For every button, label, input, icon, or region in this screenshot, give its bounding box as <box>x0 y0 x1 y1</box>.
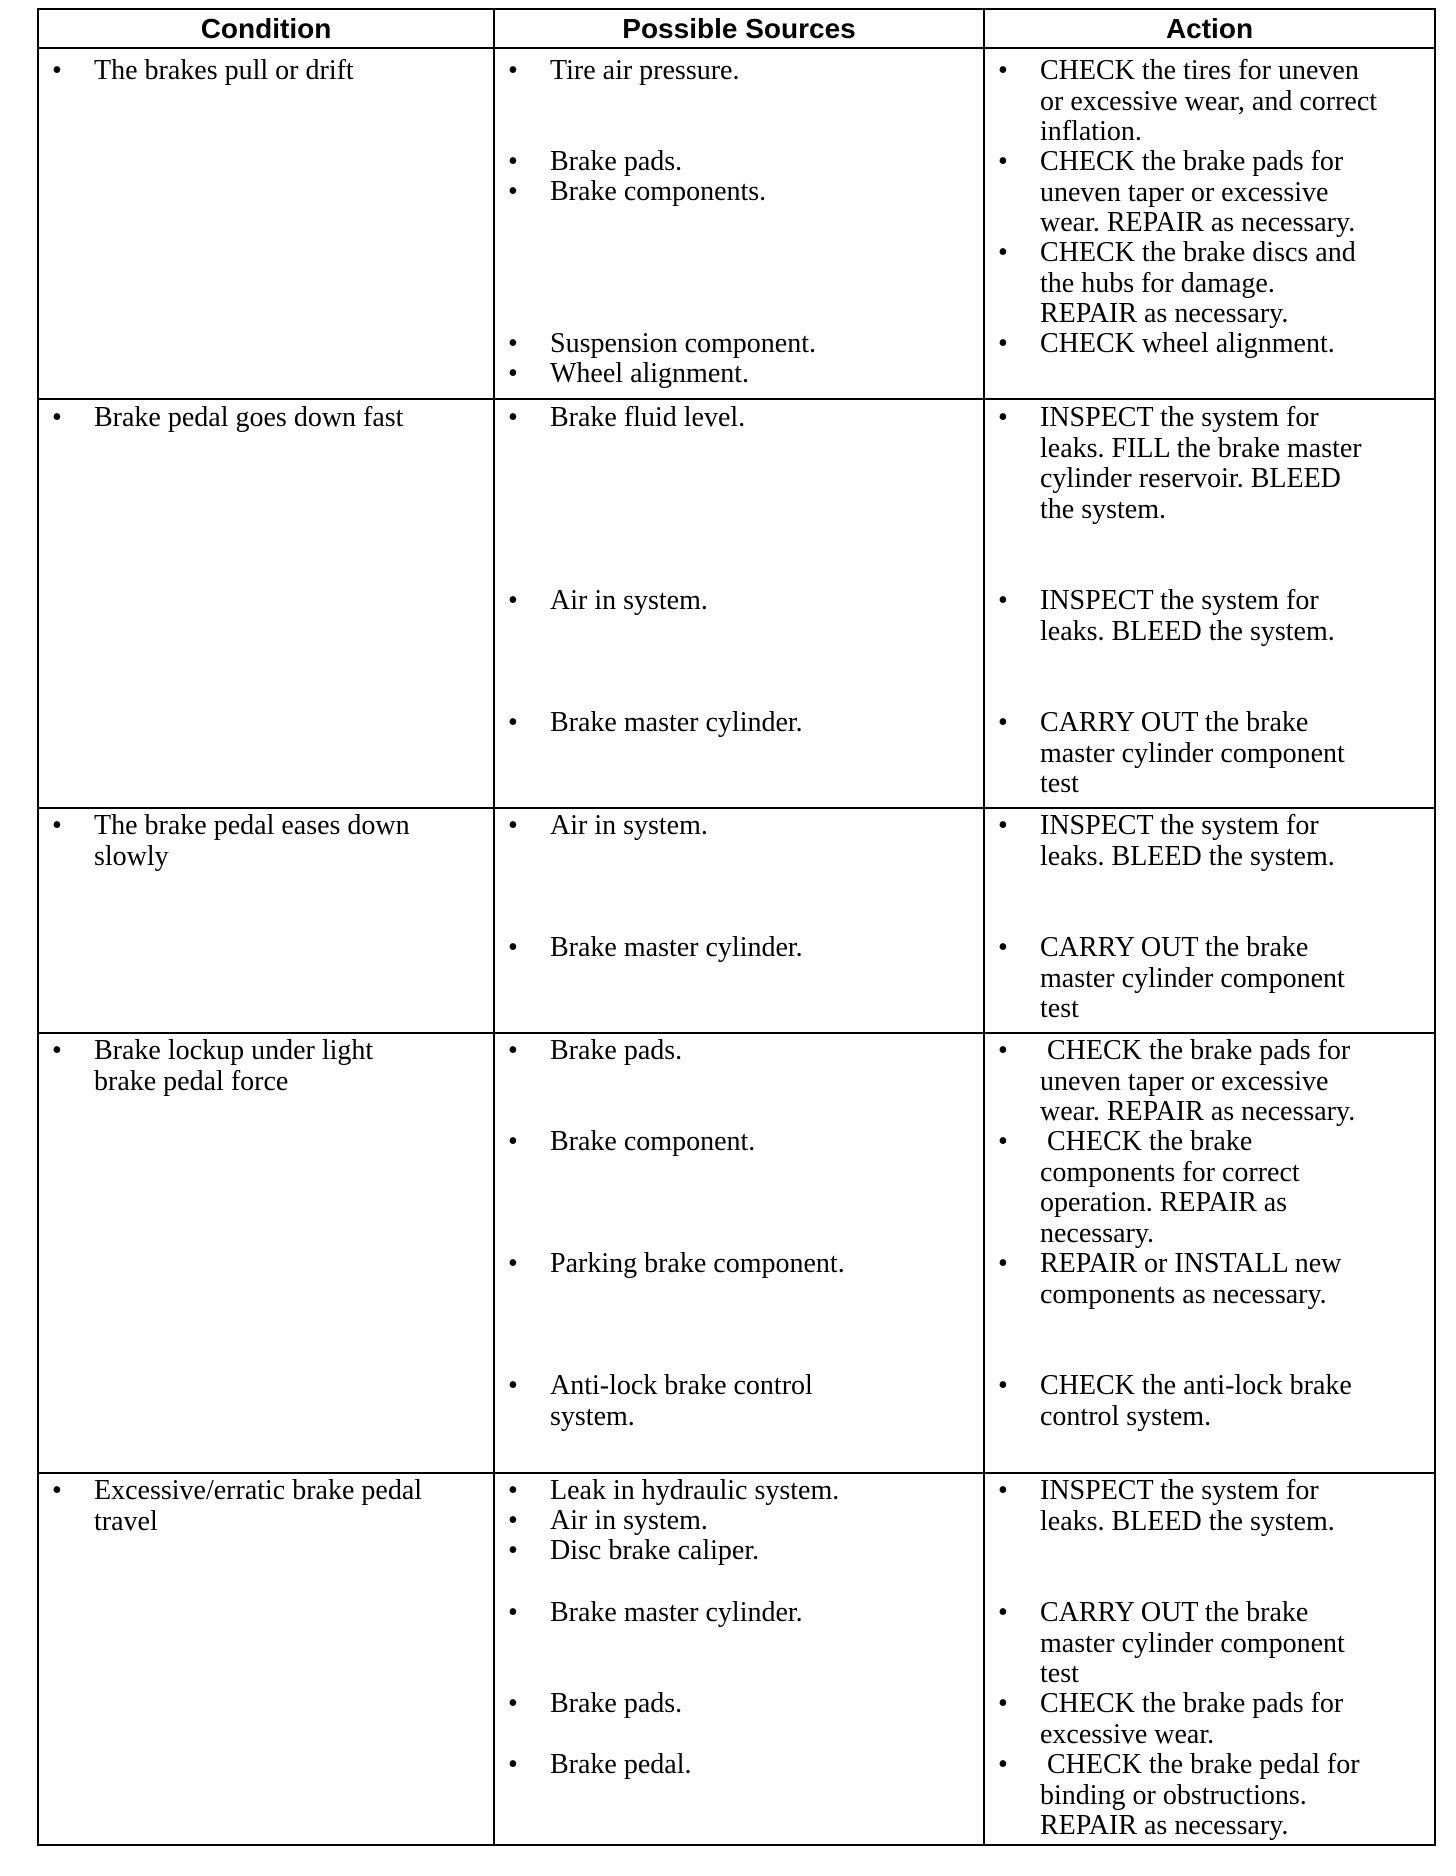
text-line: Brake master cylinder. <box>550 1597 803 1628</box>
bullet-glyph: • <box>998 237 1008 268</box>
text-line: the hubs for damage. <box>1040 267 1275 299</box>
item-text <box>550 177 766 208</box>
text-line: uneven taper or excessive <box>1040 176 1329 208</box>
item-text <box>550 147 682 178</box>
item-text <box>550 933 803 964</box>
text-line: Tire air pressure. <box>550 55 740 86</box>
bullet-glyph: • <box>508 1035 518 1066</box>
text-line: INSPECT the system for <box>1040 810 1319 841</box>
text-line: Leak in hydraulic system. <box>550 1475 840 1506</box>
text-line: excessive wear. <box>1040 1718 1215 1750</box>
item-text <box>1040 147 1355 239</box>
text-line: Brake pedal goes down fast <box>94 402 404 433</box>
row-divider <box>39 1032 1434 1034</box>
bullet-glyph: • <box>52 55 62 86</box>
item-text <box>1040 708 1345 800</box>
text-line: inflation. <box>1040 116 1142 147</box>
bullet-glyph: • <box>508 1535 518 1566</box>
bullet-glyph: • <box>508 707 518 738</box>
row-divider <box>39 398 1434 400</box>
text-line: CARRY OUT the brake <box>1040 1597 1309 1628</box>
text-line: brake pedal force <box>94 1065 289 1097</box>
column-divider <box>983 10 985 1844</box>
row-divider <box>39 807 1434 809</box>
item-text <box>1040 238 1356 330</box>
text-line: CHECK the anti-lock brake <box>1040 1370 1352 1401</box>
bullet-glyph: • <box>508 1749 518 1780</box>
row-divider <box>39 1472 1434 1474</box>
bullet-glyph: • <box>508 146 518 177</box>
item-text <box>550 1036 682 1067</box>
bullet-glyph: • <box>508 1370 518 1401</box>
item-text <box>1040 403 1362 525</box>
text-line: Brake master cylinder. <box>550 932 803 963</box>
bullet-glyph: • <box>998 1475 1008 1506</box>
text-line: Brake fluid level. <box>550 402 746 433</box>
item-text <box>550 1689 682 1720</box>
text-line: system. <box>550 1400 635 1432</box>
text-line: components for correct <box>1040 1156 1300 1188</box>
text-line: Disc brake caliper. <box>550 1535 760 1566</box>
text-line: control system. <box>1040 1400 1212 1432</box>
text-line: leaks. BLEED the system. <box>1040 615 1335 647</box>
bullet-glyph: • <box>52 1475 62 1506</box>
text-line: Air in system. <box>550 585 708 616</box>
text-line: CARRY OUT the brake <box>1040 707 1309 738</box>
text-line: travel <box>94 1505 158 1537</box>
item-text <box>1040 1249 1341 1310</box>
bullet-glyph: • <box>508 1248 518 1279</box>
item-text <box>550 403 745 434</box>
item-text <box>550 1249 845 1280</box>
text-line: CHECK the brake pads for <box>1040 1688 1344 1719</box>
text-line: the system. <box>1040 493 1166 525</box>
text-line: components as necessary. <box>1040 1278 1327 1310</box>
text-line: uneven taper or excessive <box>1040 1065 1329 1097</box>
bullet-glyph: • <box>998 707 1008 738</box>
item-text <box>1040 586 1335 647</box>
text-line: Excessive/erratic brake pedal <box>94 1475 423 1506</box>
bullet-glyph: • <box>508 358 518 389</box>
item-text <box>1040 56 1377 148</box>
item-text <box>94 56 354 87</box>
item-text <box>550 586 708 617</box>
text-line: wear. REPAIR as necessary. <box>1040 1096 1356 1127</box>
text-line: slowly <box>94 840 169 872</box>
item-text <box>550 329 816 360</box>
item-text <box>94 1476 422 1537</box>
text-line: Anti-lock brake control <box>550 1370 813 1401</box>
item-text <box>1040 933 1345 1025</box>
text-line: Brake pads. <box>550 146 683 177</box>
bullet-glyph: • <box>998 1597 1008 1628</box>
item-text <box>550 1127 755 1158</box>
text-line: Suspension component. <box>550 328 816 359</box>
text-line: test <box>1040 1658 1079 1689</box>
item-text <box>1040 1127 1300 1249</box>
item-text <box>1040 811 1335 872</box>
header-possible-sources: Possible Sources <box>622 13 856 44</box>
item-text <box>550 1750 692 1781</box>
item-text <box>1040 1750 1360 1842</box>
bullet-glyph: • <box>508 402 518 433</box>
bullet-glyph: • <box>998 55 1008 86</box>
text-line: Wheel alignment. <box>550 358 750 389</box>
bullet-glyph: • <box>998 1749 1008 1780</box>
bullet-glyph: • <box>508 1688 518 1719</box>
text-line: Brake pads. <box>550 1688 683 1719</box>
bullet-glyph: • <box>508 1126 518 1157</box>
bullet-glyph: • <box>998 585 1008 616</box>
bullet-glyph: • <box>998 1248 1008 1279</box>
item-text <box>550 1536 759 1567</box>
item-text <box>1040 1598 1345 1690</box>
item-text <box>550 1371 813 1432</box>
text-line: binding or obstructions. <box>1040 1779 1307 1811</box>
text-line: or excessive wear, and correct <box>1040 85 1378 117</box>
item-text <box>1040 1689 1343 1750</box>
item-text <box>94 811 410 872</box>
text-line: test <box>1040 768 1079 799</box>
header-condition: Condition <box>200 13 332 44</box>
bullet-glyph: • <box>998 1688 1008 1719</box>
text-line: The brake pedal eases down <box>94 810 410 841</box>
bullet-glyph: • <box>508 1475 518 1506</box>
item-text <box>550 811 708 842</box>
text-line: INSPECT the system for <box>1040 402 1319 433</box>
item-text <box>94 403 403 434</box>
item-text <box>550 1506 708 1537</box>
text-line: CHECK the brake pedal for <box>1040 1749 1360 1780</box>
table-header <box>39 10 1434 49</box>
bullet-glyph: • <box>998 1370 1008 1401</box>
item-text <box>550 359 749 390</box>
bullet-glyph: • <box>508 1597 518 1628</box>
text-line: leaks. BLEED the system. <box>1040 840 1335 872</box>
bullet-glyph: • <box>998 402 1008 433</box>
text-line: Air in system. <box>550 1505 708 1536</box>
item-text <box>1040 1371 1352 1432</box>
item-text <box>550 1476 839 1507</box>
bullet-glyph: • <box>998 1035 1008 1066</box>
text-line: Brake pedal. <box>550 1749 692 1780</box>
item-text <box>1040 1476 1335 1537</box>
text-line: Brake components. <box>550 176 767 207</box>
text-line: The brakes pull or drift <box>94 55 354 86</box>
text-line: Air in system. <box>550 810 708 841</box>
bullet-glyph: • <box>508 932 518 963</box>
text-line: INSPECT the system for <box>1040 585 1319 616</box>
text-line: Brake lockup under light <box>94 1035 374 1066</box>
text-line: Brake pads. <box>550 1035 683 1066</box>
text-line: leaks. BLEED the system. <box>1040 1505 1335 1537</box>
text-line: leaks. FILL the brake master <box>1040 432 1362 464</box>
text-line: CHECK the brake discs and <box>1040 237 1356 268</box>
text-line: CHECK the brake pads for <box>1040 146 1344 177</box>
text-line: CHECK the brake pads for <box>1040 1035 1351 1066</box>
text-line: REPAIR as necessary. <box>1040 1810 1289 1841</box>
text-line: CARRY OUT the brake <box>1040 932 1309 963</box>
text-line: necessary. <box>1040 1217 1155 1249</box>
text-line: wear. REPAIR as necessary. <box>1040 207 1356 238</box>
bullet-glyph: • <box>998 932 1008 963</box>
bullet-glyph: • <box>508 176 518 207</box>
text-line: CHECK the brake <box>1040 1126 1253 1157</box>
bullet-glyph: • <box>998 1126 1008 1157</box>
text-line: test <box>1040 993 1079 1024</box>
item-text <box>1040 329 1335 360</box>
bullet-glyph: • <box>508 55 518 86</box>
text-line: CHECK wheel alignment. <box>1040 328 1335 359</box>
text-line: REPAIR as necessary. <box>1040 298 1289 329</box>
item-text <box>94 1036 373 1097</box>
text-line: Parking brake component. <box>550 1248 845 1279</box>
item-text <box>550 56 739 87</box>
text-line: operation. REPAIR as <box>1040 1187 1288 1218</box>
item-text <box>550 708 803 739</box>
item-text <box>550 1598 803 1629</box>
text-line: REPAIR or INSTALL new <box>1040 1248 1342 1279</box>
text-line: INSPECT the system for <box>1040 1475 1319 1506</box>
text-line: master cylinder component <box>1040 737 1345 769</box>
bullet-glyph: • <box>52 810 62 841</box>
text-line: cylinder reservoir. BLEED <box>1040 463 1341 494</box>
bullet-glyph: • <box>998 810 1008 841</box>
text-line: Brake component. <box>550 1126 756 1157</box>
bullet-glyph: • <box>52 1035 62 1066</box>
item-text <box>1040 1036 1355 1128</box>
text-line: CHECK the tires for uneven <box>1040 55 1359 86</box>
text-line: Brake master cylinder. <box>550 707 803 738</box>
bullet-glyph: • <box>508 810 518 841</box>
text-line: master cylinder component <box>1040 1627 1345 1659</box>
bullet-glyph: • <box>998 328 1008 359</box>
bullet-glyph: • <box>998 146 1008 177</box>
column-divider <box>493 10 495 1844</box>
troubleshooting-table <box>37 8 1436 1846</box>
bullet-glyph: • <box>52 402 62 433</box>
bullet-glyph: • <box>508 328 518 359</box>
bullet-glyph: • <box>508 585 518 616</box>
bullet-glyph: • <box>508 1505 518 1536</box>
header-action: Action <box>1165 13 1254 44</box>
text-line: master cylinder component <box>1040 962 1345 994</box>
